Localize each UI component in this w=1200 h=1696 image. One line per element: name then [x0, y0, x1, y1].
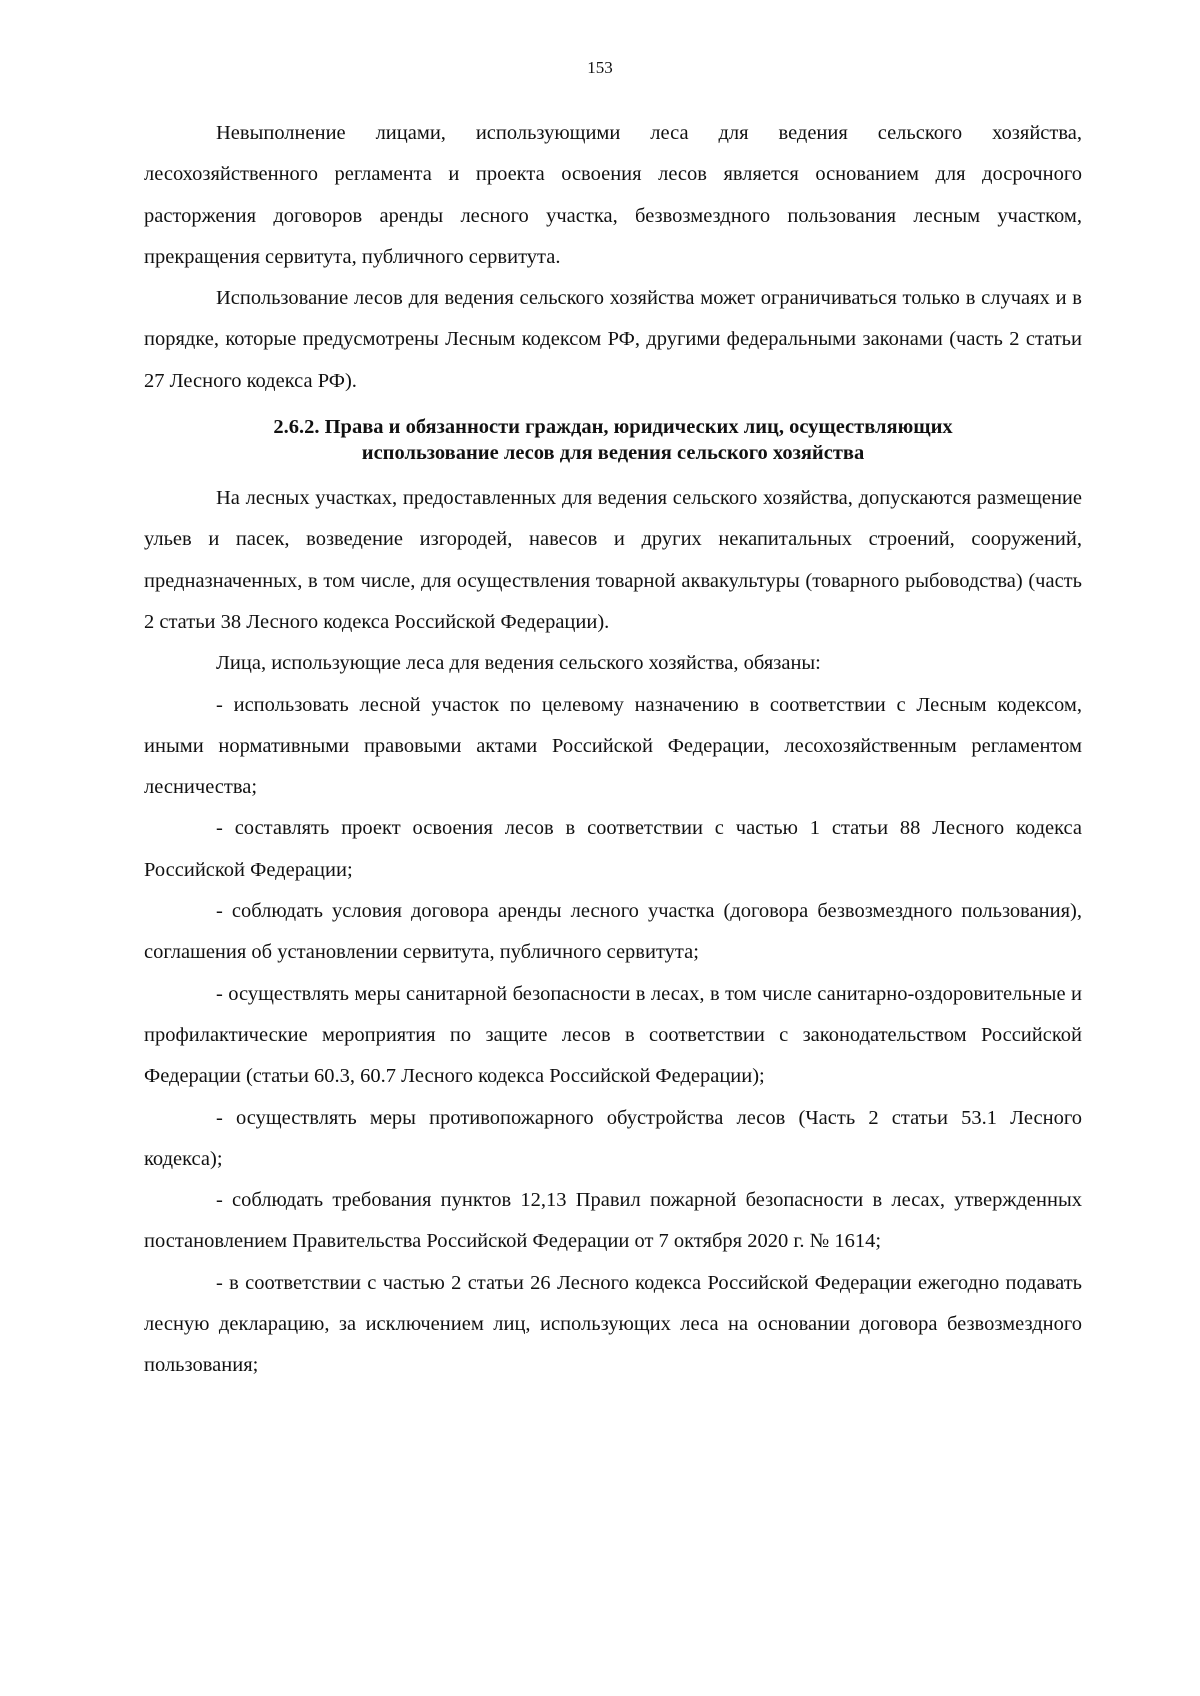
page-number: 153 [587, 58, 613, 77]
list-item: - соблюдать условия договора аренды лесного участка (договора безвозмездного пользования), соглашения об установлении сервитута, публичного сервитута; [144, 900, 1082, 964]
page-content [144, 113, 1082, 1387]
section-heading-line: 2.6.2. Права и обязанности граждан, юридических лиц, осуществляющих [273, 416, 953, 439]
section-heading-line: использование лесов для ведения сельского хозяйства [361, 442, 865, 465]
paragraph: Использование лесов для ведения сельского хозяйства может ограничиваться только в случаях и в порядке, которые предусмотрены Лесным кодексом РФ, другими федеральными законами (часть 2 статьи 27 Лесного кодекса РФ). [144, 287, 1082, 392]
list-item: - использовать лесной участок по целевому назначению в соответствии с Лесным кодексом, иными нормативными правовыми актами Российской Федерации, лесохозяйственным регламентом лесничества; [144, 693, 1082, 799]
paragraph: На лесных участках, предоставленных для ведения сельского хозяйства, допускаются размещение ульев и пасек, возведение изгородей, навесов и других некапитальных строений, сооружений, предназначенных, в том числе, для осуществления товарной аквакультуры (товарного рыбоводства) (часть 2 статьи 38 Лесного кодекса Российской Федерации). [144, 487, 1082, 633]
paragraph: Невыполнение лицами, использующими леса для ведения сельского хозяйства, лесохозяйственного регламента и проекта освоения лесов является основанием для досрочного расторжения договоров аренды лесного участка, безвозмездного пользования лесным участком, прекращения сервитута, публичного сервитута. [144, 122, 1082, 268]
list-item: - осуществлять меры противопожарного обустройства лесов (Часть 2 статьи 53.1 Лесного кодекса); [144, 1106, 1082, 1170]
list-item: - осуществлять меры санитарной безопасности в лесах, в том числе санитарно-оздоровительные и профилактические мероприятия по защите лесов в соответствии с законодательством Российской Федерации (статьи 60.3, 60.7 Лесного кодекса Российской Федерации); [144, 982, 1082, 1088]
section-heading [144, 414, 1082, 466]
list-item: - в соответствии с частью 2 статьи 26 Лесного кодекса Российской Федерации ежегодно подавать лесную декларацию, за исключением лиц, использующих леса на основании договора безвозмездного пользования; [144, 1271, 1082, 1377]
paragraph: Лица, использующие леса для ведения сельского хозяйства, обязаны: [216, 652, 821, 675]
list-item: - составлять проект освоения лесов в соответствии с частью 1 статьи 88 Лесного кодекса Российской Федерации; [144, 817, 1082, 881]
list-item: - соблюдать требования пунктов 12,13 Правил пожарной безопасности в лесах, утвержденных постановлением Правительства Российской Федерации от 7 октября 2020 г. № 1614; [144, 1189, 1082, 1253]
